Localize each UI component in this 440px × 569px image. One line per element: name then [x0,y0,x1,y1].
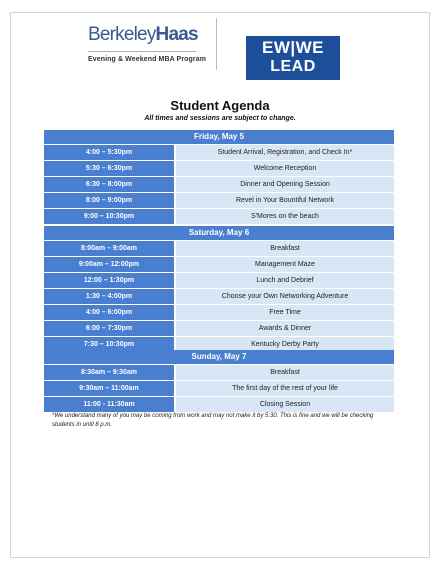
agenda-row [44,365,394,380]
ew-we-lead-logo [246,36,340,80]
time-cell: 7:30 – 10:30pm [44,337,174,352]
time-cell: 4:00 – 6:00pm [44,305,174,320]
event-cell: Revel in Your Bountiful Network [176,193,394,208]
event-cell: Lunch and Debrief [176,273,394,288]
time-cell: 9:30am – 11:00am [44,381,174,396]
day-header: Saturday, May 6 [44,226,394,240]
agenda-row [44,273,394,288]
page-title: Student Agenda [170,98,270,113]
event-cell: Kentucky Derby Party [176,337,394,352]
logo-word-berkeley: Berkeley [88,24,156,45]
agenda-row [44,209,394,224]
event-cell: Welcome Reception [176,161,394,176]
day-header: Friday, May 5 [44,130,394,144]
time-cell: 8:30am – 9:30am [44,365,174,380]
page-subtitle: All times and sessions are subject to change. [144,115,296,122]
event-cell: Breakfast [176,365,394,380]
header-divider [216,18,217,70]
event-cell: Dinner and Opening Session [176,177,394,192]
day-block-sunday [44,350,394,412]
time-cell: 9:00 – 10:30pm [44,209,174,224]
time-cell: 1:30 – 4:00pm [44,289,174,304]
day-header: Sunday, May 7 [44,350,394,364]
berkeley-haas-logo [88,24,207,63]
logo-wordmark [88,24,196,46]
logo-rule [88,51,196,52]
time-cell: 6:30 – 8:00pm [44,177,174,192]
event-cell: Closing Session [176,397,394,412]
event-cell: S'Mores on the beach [176,209,394,224]
day-block-friday [44,130,394,224]
time-cell: 12:00 – 1:30pm [44,273,174,288]
time-cell: 6:00 – 7:30pm [44,321,174,336]
footnote: *We understand many of you may be coming from work and may not make it by 5:30. This is fine and we will be checking students in until 8 p.m. [52,413,374,428]
agenda-row [44,397,394,412]
time-cell: 8:00 – 9:00pm [44,193,174,208]
logo-program-name: Evening & Weekend MBA Program [88,56,207,63]
event-cell: The first day of the rest of your life [176,381,394,396]
time-cell: 4:00 – 5:30pm [44,145,174,160]
day-block-saturday [44,226,394,352]
event-cell: Awards & Dinner [176,321,394,336]
event-cell: Breakfast [176,241,394,256]
agenda-row [44,145,394,160]
ew-we-lead-logo-line2: LEAD [270,58,316,75]
agenda-row [44,305,394,320]
logo-word-haas: Haas [155,24,198,45]
event-cell: Free Time [176,305,394,320]
event-cell: Management Maze [176,257,394,272]
event-cell: Choose your Own Networking Adventure [176,289,394,304]
agenda-row [44,161,394,176]
agenda-row [44,381,394,396]
agenda-row [44,321,394,336]
agenda-row [44,289,394,304]
time-cell: 8:00am – 9:00am [44,241,174,256]
agenda-row [44,177,394,192]
time-cell: 9:00am – 12:00pm [44,257,174,272]
agenda-row [44,241,394,256]
agenda-row [44,257,394,272]
event-cell: Student Arrival, Registration, and Check In* [176,145,394,160]
time-cell: 5:30 – 6:30pm [44,161,174,176]
time-cell: 11:00 - 11:30am [44,397,174,412]
agenda-row [44,193,394,208]
ew-we-lead-logo-line1: EW|WE [261,38,325,57]
